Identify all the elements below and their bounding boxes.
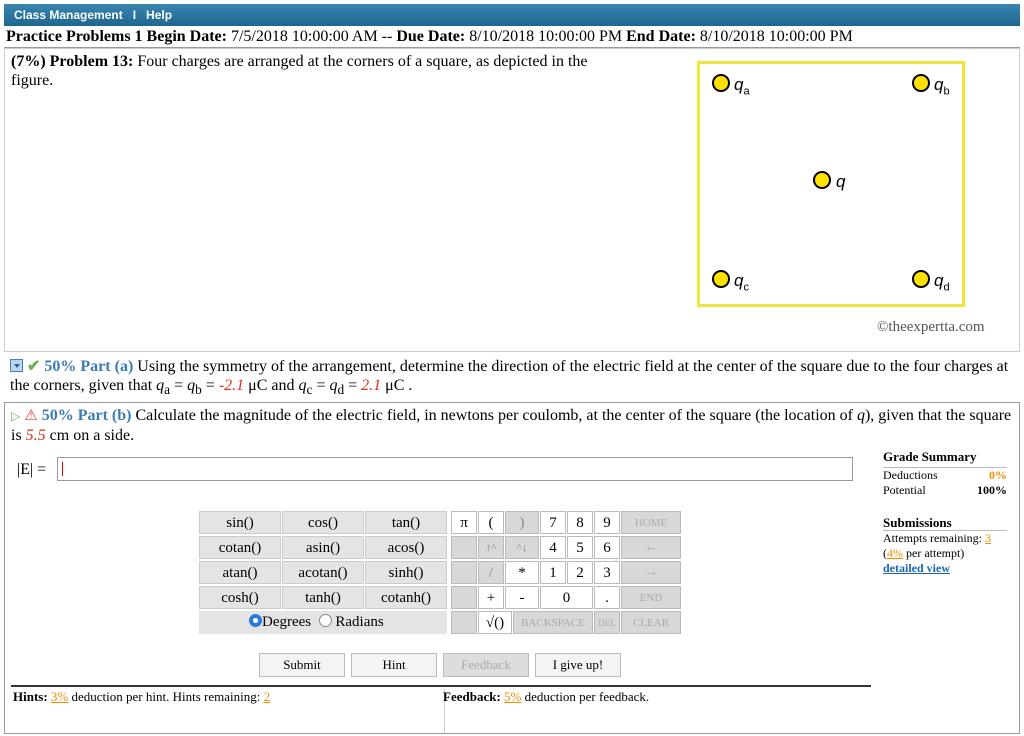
part-a-value-1: -2.1 [218,377,245,394]
key-left[interactable]: ← [621,536,681,559]
part-a: ✔ 50% Part (a) Using the symmetry of the arrangement, determine the direction of the electric field at the center of the square due to the four charges at the corners, given that $q_a = q_b = -2.1$ μC and $q_c = q_d = 2.1$ μC . [10,358,1009,398]
problem-statement [4,48,1020,352]
part-b-percent: 50% Part (b) [41,407,132,424]
feedback-button[interactable]: Feedback [443,653,529,677]
key-3[interactable]: 3 [594,561,620,584]
key-blank-3 [451,586,477,609]
nav-help[interactable]: Help [146,8,173,22]
key-up[interactable]: ↑^ [478,536,504,559]
key-down[interactable]: ^↓ [505,536,539,559]
key-lparen[interactable]: ( [478,511,504,534]
key-blank-4 [451,611,477,634]
problem-weight: (7%) [11,53,46,70]
hint-deduction: 3% [50,689,69,704]
problem-label: Problem 13: [49,53,134,70]
play-icon: ▷ [11,409,21,423]
key-star[interactable]: * [505,561,539,584]
expand-icon[interactable] [10,359,23,372]
key-dot[interactable]: . [594,586,620,609]
feedback-deduction: 5% [504,689,522,704]
detailed-view-link[interactable]: detailed view [883,561,950,575]
key-cos[interactable]: cos() [282,511,364,534]
key-right[interactable]: → [621,561,681,584]
side-length: 5.5 [25,427,46,444]
key-sqrt[interactable]: √() [478,611,512,634]
part-b-panel [4,402,1020,734]
key-plus[interactable]: + [478,586,504,609]
key-cotan[interactable]: cotan() [199,536,281,559]
attempts-remaining: 3 [984,531,991,545]
submit-button[interactable]: Submit [259,653,345,677]
key-acotan[interactable]: acotan() [282,561,364,584]
key-tanh[interactable]: tanh() [282,586,364,609]
key-acos[interactable]: acos() [365,536,447,559]
warning-icon: ⚠ [24,408,38,424]
part-a-text: Using the symmetry of the arrangement, determine the direction of the electric field at the center of the square due to the four charges at the corners, given that [10,358,1009,394]
key-9[interactable]: 9 [594,511,620,534]
key-del[interactable]: DEL [594,611,620,634]
hints-remaining: 2 [263,689,271,704]
charge-qb-label: $q_b$ [934,75,950,98]
part-a-value-2: 2.1 [361,377,382,394]
grade-summary-title: Grade Summary [883,449,977,464]
nav-class-management[interactable]: Class Management [14,8,123,22]
key-blank-2 [451,561,477,584]
give-up-button[interactable]: I give up! [535,653,621,677]
degrees-radio[interactable] [249,614,262,627]
key-end[interactable]: END [621,586,681,609]
key-8[interactable]: 8 [567,511,593,534]
key-home[interactable]: HOME [621,511,681,534]
key-5[interactable]: 5 [567,536,593,559]
key-6[interactable]: 6 [594,536,620,559]
key-atan[interactable]: atan() [199,561,281,584]
charge-figure [697,61,965,307]
key-sinh[interactable]: sinh() [365,561,447,584]
charge-q-label: q [836,172,846,191]
hints-info: Hints: 3% deduction per hint. Hints remaining: 2 [13,689,445,733]
charge-qd-label: $q_d$ [934,271,950,294]
key-2[interactable]: 2 [567,561,593,584]
nav-separator: I [132,8,137,22]
assignment-header [4,26,1020,48]
key-asin[interactable]: asin() [282,536,364,559]
part-b: ▷ ⚠ 50% Part (b) Calculate the magnitude of the electric field, in newtons per coulomb, at the center of the square (the location of q), given that the square is 5.5 cm on a side. [11,407,1012,444]
grade-summary: Grade Summary Deductions 0% Potential 100% [883,449,1007,497]
part-a-percent: 50% Part (a) [44,358,134,375]
charge-qa-dot [712,74,730,92]
charge-qd-dot [912,270,930,288]
key-cosh[interactable]: cosh() [199,586,281,609]
key-sin[interactable]: sin() [199,511,281,534]
checkmark-icon: ✔ [27,358,41,375]
key-blank-1 [451,536,477,559]
part-b-text-1: Calculate the magnitude of the electric field, in newtons per coulomb, at the center of the square (the location of [135,407,853,424]
key-pi[interactable]: π [451,511,477,534]
submissions: Submissions Attempts remaining: 3 (4% per attempt) detailed view [883,515,1007,576]
key-backspace[interactable]: BACKSPACE [513,611,593,634]
key-4[interactable]: 4 [540,536,566,559]
angle-mode: Degrees Radians [199,611,447,634]
due-label: Due Date: [396,28,466,45]
key-1[interactable]: 1 [540,561,566,584]
key-tan[interactable]: tan() [365,511,447,534]
problem-body: Four charges are arranged at the corners of a square, as depicted in the figure. [11,53,588,89]
answer-label: |E| = [17,461,47,478]
charge-qc-dot [712,270,730,288]
key-slash[interactable]: / [478,561,504,584]
charge-qb-dot [912,74,930,92]
key-minus[interactable]: - [505,586,539,609]
key-0[interactable]: 0 [540,586,593,609]
end-date: 8/10/2018 10:00:00 PM [699,28,853,45]
problem-text [11,52,621,90]
begin-date: 7/5/2018 10:00:00 AM [230,28,378,45]
radians-radio[interactable] [319,614,332,627]
key-clear[interactable]: CLEAR [621,611,681,634]
begin-label: Begin Date: [146,28,227,45]
key-rparen[interactable]: ) [505,511,539,534]
answer-input[interactable] [57,457,853,481]
feedback-info: Feedback: 5% deduction per feedback. [443,689,650,704]
charge-q-dot [813,171,831,189]
assignment-title: Practice Problems 1 [6,28,143,45]
deductions-value: 0% [989,468,1007,482]
hint-button[interactable]: Hint [351,653,437,677]
charge-qc-label: $q_c$ [734,271,749,294]
potential-value: 100% [977,483,1007,497]
charge-qa-label: $q_a$ [734,75,750,98]
due-date: 8/10/2018 10:00:00 PM [469,28,623,45]
footer-divider [11,685,871,687]
figure-credit: ©theexpertta.com [877,319,985,335]
top-nav [4,4,1020,26]
key-cotanh[interactable]: cotanh() [365,586,447,609]
key-7[interactable]: 7 [540,511,566,534]
header-dash: -- [381,28,393,45]
end-label: End Date: [626,28,696,45]
